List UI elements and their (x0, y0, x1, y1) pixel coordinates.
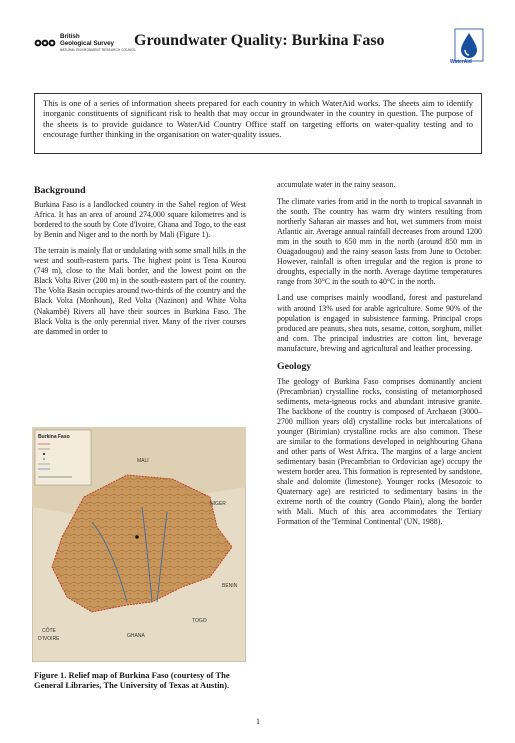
climate-paragraph: The climate varies from arid in the north to tropical savannah in the south. The country has warm dry winters resulting from northerly Saharan air masses and hot, wet summers from moist Atlantic air. Average annual rainfall decreases from around 1200 mm in the south to 650 mm in the north (around 850 mm in Ouagadougou) and the rainy season lasts from June to October. However, rainfall is often irregular and the region is prone to droughts, especially in the north. Average daytime temperatures range from 30°C in the south to 40°C in the north. (277, 197, 482, 287)
capital-marker-icon (135, 535, 139, 539)
geology-heading: Geology (277, 360, 312, 372)
map-label-ghana: GHANA (127, 633, 145, 639)
background-paragraph-1: Burkina Faso is a landlocked country in the Sahel region of West Africa. It has an area of around 274,000 square kilometres and is bordered to the south by Cote d'Ivoire, Ghana and Togo, to the east by Benin and Niger and to the north by Mali (Figure 1). (34, 200, 246, 240)
land-use-paragraph: Land use comprises mainly woodland, forest and pastureland with around 13% used for arable agriculture. Some 90% of the population is engaged in subsistence farming. Principal crops produced are peanuts, shea nuts, sesame, cotton, sorghum, millet and corn. The principal industries are cotton lint, beverage manufacture, brewing and agricultural and leather processing. (277, 293, 482, 353)
background-heading: Background (34, 185, 86, 196)
map-label-divoire: D'IVOIRE (38, 636, 60, 642)
map-legend-title: Burkina Faso (38, 434, 70, 440)
org-name-line1: British (60, 33, 80, 40)
org-name-line2: Geological Survey (60, 40, 114, 47)
page-title: Groundwater Quality: Burkina Faso (134, 32, 385, 49)
map-label-benin: BENIN (222, 583, 238, 589)
wateraid-logo-text: WaterAid (450, 59, 472, 65)
figure-caption: Figure 1. Relief map of Burkina Faso (courtesy of The General Libraries, The University of Texas at Austin). (34, 670, 230, 691)
relief-map (32, 427, 246, 662)
continuation-text: accumulate water in the rainy season. (277, 180, 396, 189)
left-column (34, 185, 246, 343)
intro-box: This is one of a series of information sheets prepared for each country in which WaterAid works. The sheets aim to identify inorganic constituents of significant risk to health that may occur in groundwater in the country in question. The purpose of the sheets is to provide guidance to WaterAid Country Office staff on targeting efforts on water-quality testing and to encourage further thinking in the organisation on water-quality issues. (34, 93, 482, 154)
right-column (277, 180, 482, 534)
org-name (60, 33, 114, 47)
wateraid-logo-icon (454, 28, 484, 62)
map-label-togo: TOGO (192, 618, 207, 624)
geology-paragraph: The geology of Burkina Faso comprises dominantly ancient (Precambrian) crystalline rocks, consisting of metamorphosed sediments, meta-igneous rocks and abundant intrusive granite. The backbone of the country is composed of Archaean (3000–2700 million years old) crystalline rocks but intercalations of younger (Birimian) crystalline rocks are also common. These are similar to the formations developed in neighbouring Ghana and other parts of West Africa. The margins of a large ancient sedimentary basin (Precambrian to Ordovician age) occupy the western border area. This formation is represented by sandstone, shale and dolomite (limestone). Younger rocks (Mesozoic to Quaternary age) are restricted to sedimentary basins in the extreme north of the country (Gondo Plain), along the border with Mali. Much of this area accommodates the Tertiary Formation of the 'Terminal Continental' (UN, 1988). (277, 376, 482, 527)
page-number: 1 (256, 717, 260, 726)
background-paragraph-2: The terrain is mainly flat or undulating with some small hills in the west and south-eastern parts. The highest point is Tena Kourou (749 m), close to the Mali border, and the lowest point on the Black Volta River (200 m) in the south-eastern part of the country. The Volta Basin occupies around two-thirds of the country and the Black Volta (Monhoun), Red Volta (Nazinon) and White Volta (Nakambé) Rivers all have their sources in Burkina Faso. The Black Volta is the only perennial river. Many of the river courses are dammed in order to (34, 246, 246, 336)
map-label-niger: NIGER (210, 501, 226, 507)
org-subtitle: NATURAL ENVIRONMENT RESEARCH COUNCIL (60, 48, 137, 52)
bgs-logo-icon (34, 36, 56, 50)
map-label-mali: MALI (137, 458, 149, 464)
map-label-cote: CÔTE (42, 628, 56, 634)
